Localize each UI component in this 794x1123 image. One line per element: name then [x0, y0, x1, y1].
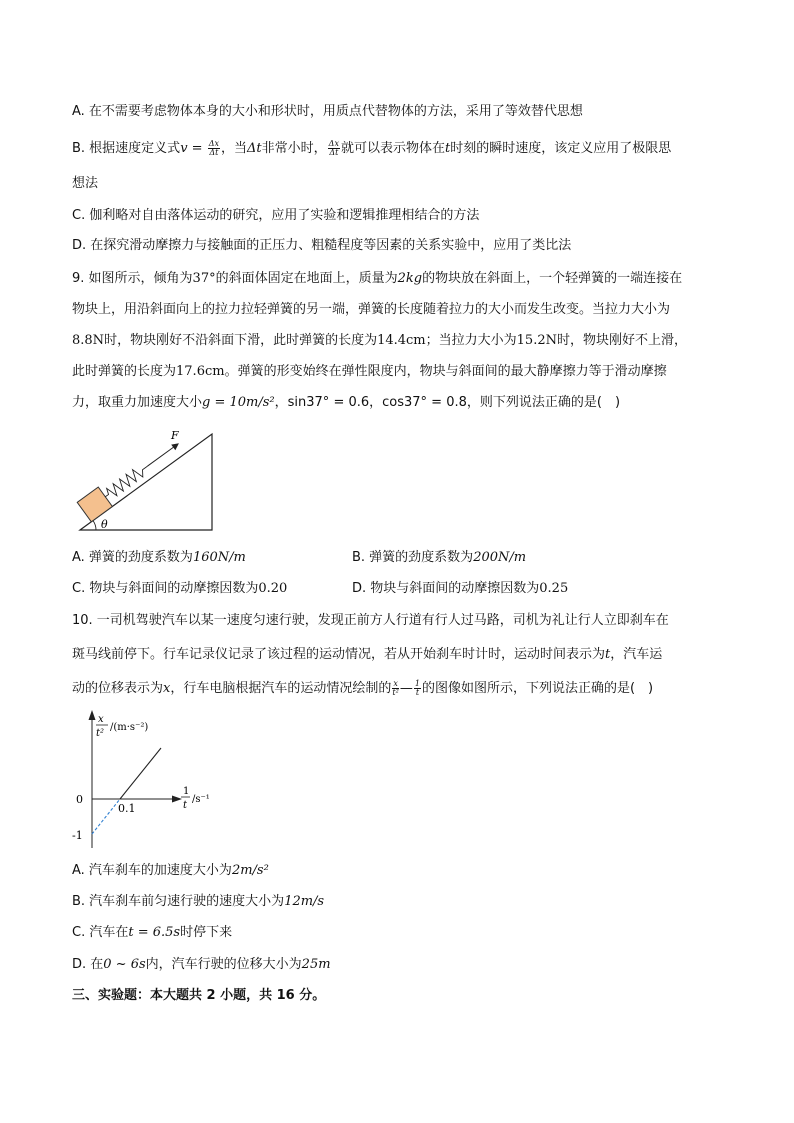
q9-mass: 2kg: [397, 271, 423, 286]
q9-angle: 37°: [192, 271, 216, 286]
y-label-den: t²: [96, 728, 105, 739]
q9-line-1: [72, 269, 682, 289]
q9-option-b: B. 弹簧的劲度系数为200N/m: [352, 550, 527, 565]
q9-line-2: 物块上，用沿斜面向上的拉力拉轻弹簧的另一端，弹簧的长度随着拉力的大小而发生改变。当拉力大小为: [72, 302, 671, 317]
q8-option-a: A. 在不需要考虑物体本身的大小和形状时，用质点代替物体的方法，采用了等效替代思想: [72, 104, 583, 119]
q9-l1e: 的物块放在斜面上，一个轻弹簧的一端连接在: [422, 271, 683, 286]
y-arrow: [89, 710, 96, 720]
theta-label: θ: [101, 518, 108, 531]
q9-force1: 8.8N: [72, 333, 105, 348]
q8-option-b-cont: 想法: [72, 176, 99, 191]
x-label-den: t: [183, 800, 188, 811]
x-arrow: [172, 796, 182, 803]
x-tick-label: 0.1: [118, 802, 136, 815]
x-t2-graph: [70, 708, 230, 854]
x-label-num: 1: [183, 786, 190, 797]
force-label: F: [171, 429, 179, 442]
q9-line-5: [72, 393, 620, 413]
q9-option-d: D. 物块与斜面间的动摩擦因数为0.25: [352, 581, 569, 596]
y-tick-label: -1: [72, 829, 83, 842]
q10-option-d: D. 在0 ~ 6s内，汽车行驶的位移大小为25m: [72, 957, 331, 972]
q9-option-c: C. 物块与斜面间的动摩擦因数为0.20: [72, 581, 288, 596]
q9-l4a: 此时弹簧的长度为: [72, 364, 177, 379]
angle-arc: [93, 521, 96, 530]
q10-option-a: A. 汽车刹车的加速度大小为2m/s²: [72, 863, 269, 878]
q10-option-c: C. 汽车在t = 6.5s时停下来: [72, 925, 233, 940]
q9-l3d: ；当拉力大小为: [425, 333, 517, 348]
q9-force2: 15.2N: [516, 333, 557, 348]
q9-l1a: 9. 如图所示，倾角为: [72, 271, 193, 286]
q10-line-1: 10. 一司机驾驶汽车以某一速度匀速行驶，发现正前方人行道有行人过马路，司机为礼让行人立即刹车在: [72, 613, 669, 628]
q9-line-3: [72, 331, 687, 351]
q9-l4c: 。弹簧的形变始终在弹性限度内，物块与斜面间的最大静摩擦力等于滑动摩擦: [224, 364, 667, 379]
y-label-num: x: [98, 714, 104, 725]
q8-option-c: C. 伽利略对自由落体运动的研究，应用了实验和逻辑推理相结合的方法: [72, 208, 480, 223]
section-3-heading: 三、实验题：本大题共 2 小题，共 16 分。: [72, 988, 326, 1003]
q9-l3b: 时，物块刚好不沿斜面下滑，此时弹簧的长度为: [104, 333, 378, 348]
q10-line-2: 斑马线前停下。行车记录仪记录了该过程的运动情况，若从开始刹车时计时，运动时间表示为t，汽车运: [72, 647, 663, 662]
q8-b-text3: 非常小时，: [261, 141, 327, 156]
q9-option-a: A. 弹簧的劲度系数为160N/m: [72, 550, 246, 565]
q9-l1c: 的斜面体固定在地面上，质量为: [215, 271, 398, 286]
q10-option-b: B. 汽车刹车前匀速行驶的速度大小为12m/s: [72, 894, 325, 909]
q8-b-text1: B. 根据速度定义式: [72, 141, 181, 156]
block: [77, 487, 112, 522]
q10-line-3: 动的位移表示为x，行车电脑根据汽车的运动情况绘制的 $\frac{x}{\text{t²}}$ — $\frac{1}{t}$ 的图像如图所示，下列说法正确的是( ): [72, 679, 654, 697]
q9-l5c: ，sin37° = 0.6，cos37° = 0.8，则下列说法正确的是( ): [274, 395, 621, 410]
incline-figure: [76, 424, 226, 536]
origin-label: 0: [76, 793, 83, 806]
y-label-unit: /(m·s⁻²): [110, 722, 149, 733]
q8-b-text5: 时刻的瞬时速度，该定义应用了极限思: [450, 141, 672, 156]
q9-l3f: 时，物块刚好不上滑，: [556, 333, 687, 348]
q9-l5a: 力，取重力加速度大小: [72, 395, 203, 410]
q9-line-4: [72, 362, 667, 382]
force-arrow: [147, 447, 173, 466]
q9-gravity: g = 10m/s²: [202, 395, 275, 410]
q8-option-d: D. 在探究滑动摩擦力与接触面的正压力、粗糙程度等因素的关系实验中，应用了类比法: [72, 238, 572, 253]
q8-b-text2: ，当: [221, 141, 248, 156]
q8-b-text4: 就可以表示物体在: [340, 141, 445, 156]
q9-len1: 14.4cm: [377, 333, 426, 348]
x-label-unit: /s⁻¹: [192, 794, 210, 805]
q9-len2: 17.6cm: [176, 364, 225, 379]
graph-dashed-line: [92, 799, 120, 834]
q8-option-b: B. 根据速度定义式v = $\frac{\Delta x}{\Delta t}$ ，当Δt非常小时， $\frac{\Delta x}{\Delta t}$ 就可以表示物体在t时刻的瞬时速度，该定义应用了极限思: [72, 139, 672, 157]
graph-solid-line: [120, 748, 161, 799]
